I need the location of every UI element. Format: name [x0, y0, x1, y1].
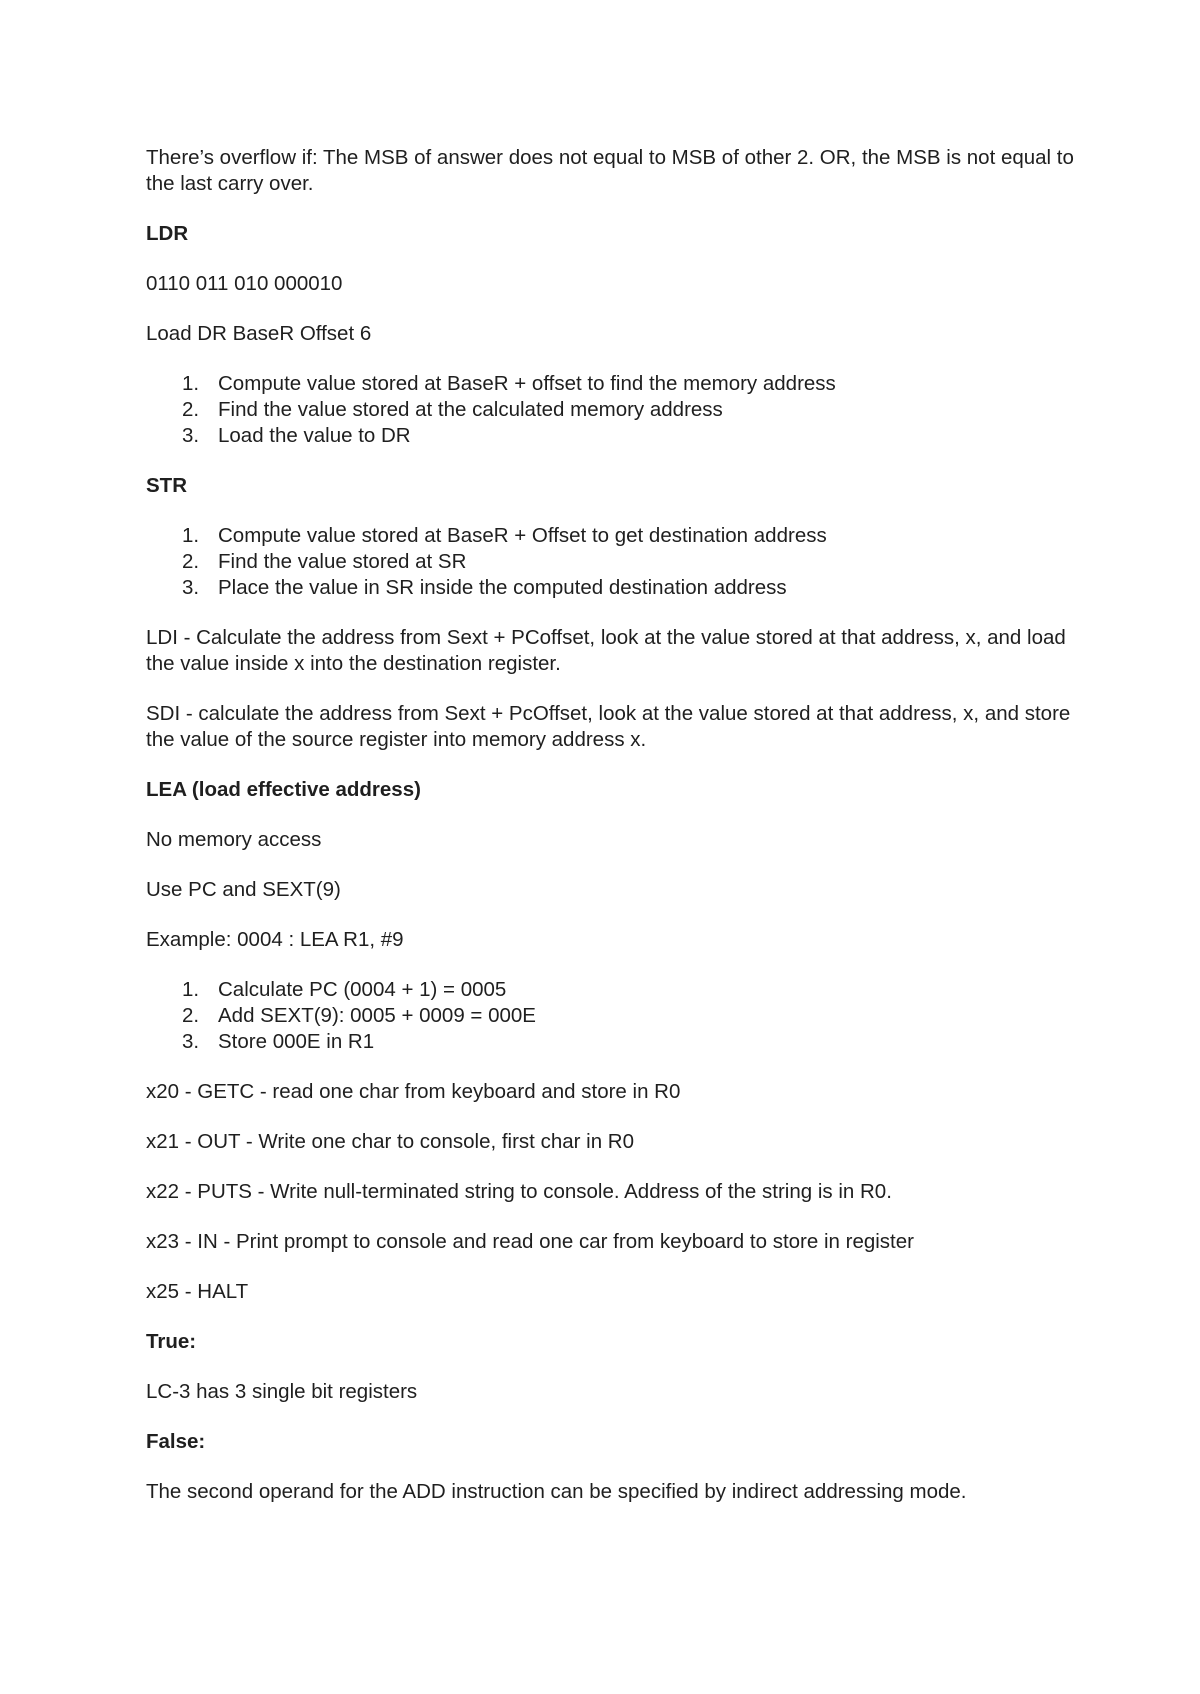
list-number: 2. [182, 550, 200, 573]
list-item [146, 397, 1076, 423]
list-text: Store 000E in R1 [218, 1030, 375, 1053]
ldi-note: LDI - Calculate the address from Sext + PCoffset, look at the value stored at that address, x, and load the value inside x into the destination register. [146, 626, 1066, 675]
trap-in: x23 - IN - Print prompt to console and read one car from keyboard to store in register [146, 1230, 914, 1253]
str-heading: STR [146, 474, 187, 497]
list-item [146, 371, 1076, 397]
list-number: 3. [182, 576, 200, 599]
str-steps-list [146, 523, 1076, 601]
list-number: 2. [182, 398, 200, 421]
ldr-format: Load DR BaseR Offset 6 [146, 322, 372, 345]
true-statement: LC-3 has 3 single bit registers [146, 1380, 418, 1403]
ldr-binary: 0110 011 010 000010 [146, 272, 343, 295]
trap-out: x21 - OUT - Write one char to console, first char in R0 [146, 1130, 635, 1153]
lea-heading: LEA (load effective address) [146, 778, 421, 801]
lea-example: Example: 0004 : LEA R1, #9 [146, 928, 404, 951]
list-number: 1. [182, 978, 200, 1001]
list-text: Load the value to DR [218, 424, 411, 447]
list-text: Calculate PC (0004 + 1) = 0005 [218, 978, 507, 1001]
document-page [146, 145, 1076, 1529]
true-heading: True: [146, 1330, 197, 1353]
list-item [146, 1003, 1076, 1029]
list-number: 3. [182, 1030, 200, 1053]
list-text: Compute value stored at BaseR + offset to find the memory address [218, 372, 836, 395]
list-item [146, 977, 1076, 1003]
ldr-steps-list [146, 371, 1076, 449]
sdi-note: SDI - calculate the address from Sext + PcOffset, look at the value stored at that address, x, and store the value of the source register into memory address x. [146, 702, 1071, 751]
list-number: 2. [182, 1004, 200, 1027]
list-text: Find the value stored at the calculated memory address [218, 398, 723, 421]
lea-use: Use PC and SEXT(9) [146, 878, 341, 901]
list-text: Place the value in SR inside the computed destination address [218, 576, 787, 599]
list-item [146, 423, 1076, 449]
ldr-heading: LDR [146, 222, 189, 245]
list-number: 1. [182, 524, 200, 547]
trap-getc: x20 - GETC - read one char from keyboard and store in R0 [146, 1080, 681, 1103]
list-item [146, 549, 1076, 575]
false-heading: False: [146, 1430, 206, 1453]
lea-no-memory: No memory access [146, 828, 322, 851]
overflow-note: There’s overflow if: The MSB of answer does not equal to MSB of other 2. OR, the MSB is not equal to the last carry over. [146, 146, 1074, 195]
list-number: 1. [182, 372, 200, 395]
trap-puts: x22 - PUTS - Write null-terminated string to console. Address of the string is in R0. [146, 1180, 892, 1203]
list-item [146, 1029, 1076, 1055]
list-item [146, 575, 1076, 601]
lea-steps-list [146, 977, 1076, 1055]
list-text: Find the value stored at SR [218, 550, 467, 573]
list-text: Add SEXT(9): 0005 + 0009 = 000E [218, 1004, 536, 1027]
list-text: Compute value stored at BaseR + Offset to get destination address [218, 524, 827, 547]
list-item [146, 523, 1076, 549]
false-statement: The second operand for the ADD instruction can be specified by indirect addressing mode. [146, 1480, 967, 1503]
trap-halt: x25 - HALT [146, 1280, 249, 1303]
list-number: 3. [182, 424, 200, 447]
